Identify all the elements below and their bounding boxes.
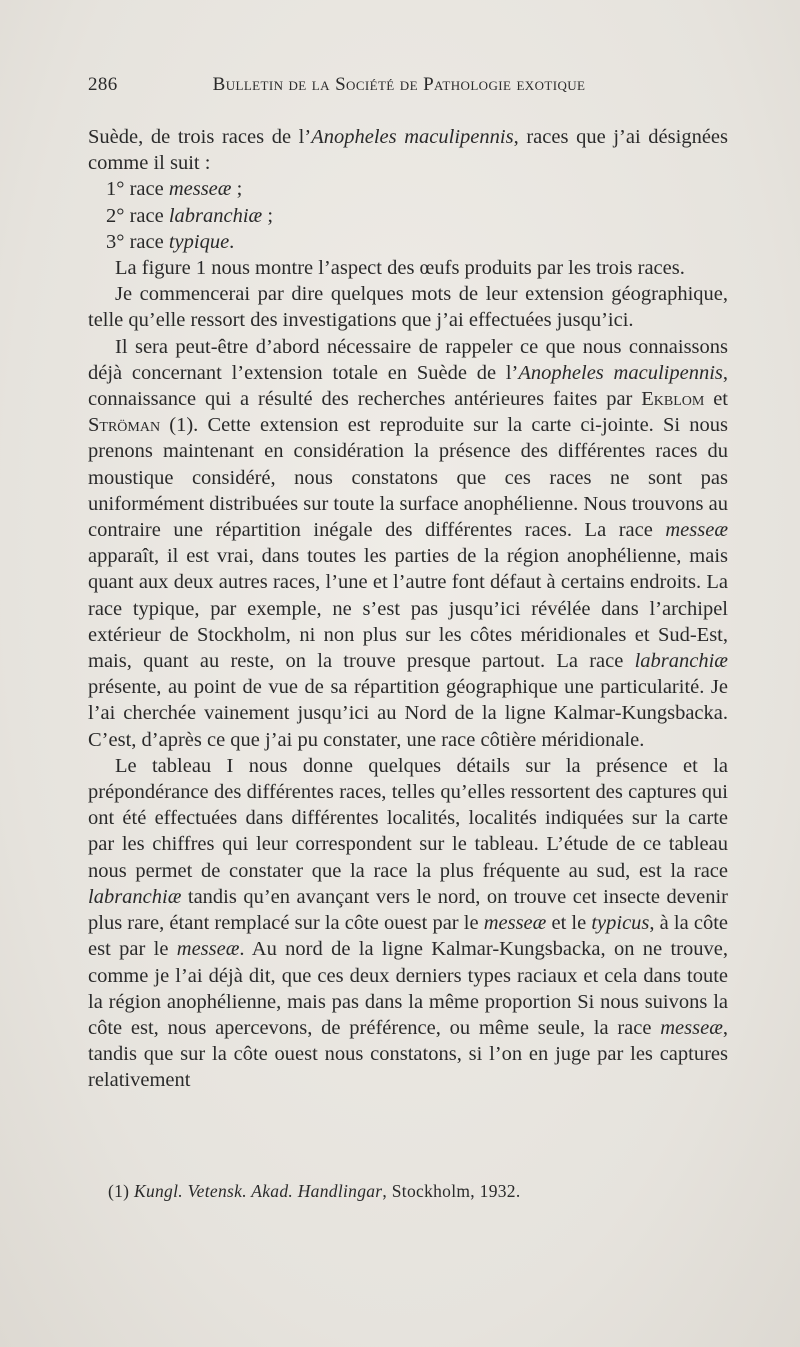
text-span: ; [262, 204, 274, 227]
list-item [88, 203, 728, 229]
running-title: Bulletin de la Société de Pathologie exotique [212, 74, 586, 95]
race-name: messeæ [176, 938, 240, 961]
race-name: messeæ [665, 519, 728, 542]
race-name: messeæ [483, 912, 547, 935]
author-name: Ekblom [641, 388, 705, 411]
paragraph-3: Je commencerai par dire quelques mots de leur extension géographique, telle qu’elle ressort des investigations que j’ai effectuées jusqu’ici. [88, 283, 728, 332]
text-span: présente, au point de vue de sa répartition géographique une particularité. Je l’ai cherchée vainement jusqu’ici au Nord de la ligne Kalmar-Kungsbacka. C’est, d’après ce que j’ai pu constater, une race côtière méridionale. [88, 676, 728, 751]
race-name: typique [168, 230, 230, 253]
text-span: et le [546, 912, 592, 935]
footnote-text: , Stockholm, 1932. [382, 1181, 521, 1201]
text-span: , tandis que sur la côte ouest nous constatons, si l’on en juge par les captures relativement [88, 1016, 728, 1092]
paragraph-2: La figure 1 nous montre l’aspect des œufs produits par les trois races. [115, 257, 685, 280]
list-item [88, 229, 728, 255]
paragraph-1 [88, 124, 728, 176]
body-text [88, 124, 728, 1094]
author-name: Ströman [88, 414, 161, 437]
text-span: Le tableau I nous donne quelques détails sur la présence et la prépondérance des différentes races, telles qu’elles ressortent des captures qui ont été effectuées dans différentes localités, localités indiquées sur la carte par les chiffres qui leur correspondent sur le tableau. L’étude de ce tableau nous permet de constater que la race la plus fréquente au sud, est la race [88, 754, 728, 882]
text-span: , races que j’ai désignées comme il suit : [88, 126, 728, 175]
page-number: 286 [88, 74, 118, 95]
species-name: Anopheles maculipennis [311, 126, 514, 148]
race-name: messeæ [660, 1016, 723, 1039]
species-name: Anopheles maculipennis [518, 361, 723, 384]
list-number: 3° race [106, 230, 169, 253]
race-name: labranchiæ [634, 650, 728, 673]
paragraph-4 [88, 334, 728, 753]
text-span: tandis qu’en avançant vers le nord, on trouve cet insecte devenir plus rare, étant remplacé sur la côte ouest par le [88, 885, 728, 935]
text-span: apparaît, il est vrai, dans toutes les parties de la région anophélienne, mais quant aux deux autres races, l’une et l’autre font défaut à certains endroits. La race typique, par exemple, ne s’est pas jusqu’ici révélée dans l’archipel extérieur de Stockholm, ni non plus sur les côtes méridionales et Sud-Est, mais, quant au reste, on la trouve presque partout. La race [88, 545, 728, 673]
race-name: messeæ [168, 178, 232, 201]
footnote-number: (1) [108, 1181, 134, 1201]
text-span: (1). Cette extension est reproduite sur la carte ci-jointe. Si nous prenons maintenant en considération la présence des différentes races du moustique considéré, nous constatons que ces races ne sont pas uniformément distribuées sur toute la surface anophélienne. Nous trouvons au contraire une répartition inégale des différentes races. La race [88, 414, 728, 542]
text-span: ; [231, 178, 243, 201]
text-span: , à la côte est par le [88, 912, 728, 961]
race-name: labranchiæ [168, 204, 263, 227]
list-number: 1° race [106, 178, 169, 201]
list-number: 2° race [106, 204, 169, 227]
text-span: Il sera peut-être d’abord nécessaire de rappeler ce que nous connaissons déjà concernant l’extension totale en Suède de l’ [88, 335, 728, 384]
text-span: . Au nord de la ligne Kalmar-Kungsbacka, on ne trouve, comme je l’ai déjà dit, que ces deux derniers types raciaux et cela dans toute la région anophélienne, mais pas dans la même proportion Si nous suivons la côte est, nous apercevons, de préférence, ou même seule, la race [88, 938, 728, 1039]
footnote-title: Kungl. Vetensk. Akad. Handlingar [133, 1181, 383, 1201]
text-span: et [704, 388, 728, 411]
footnote [108, 1181, 710, 1202]
text-span: Suède, de trois races de l’ [88, 126, 312, 148]
list-item [88, 176, 728, 202]
text-span: . [229, 230, 235, 253]
text-span: , connaissance qui a résulté des recherches antérieures faites par [88, 361, 728, 411]
race-name: labranchiæ [88, 885, 182, 908]
race-list [88, 176, 728, 255]
paragraph-5 [88, 753, 728, 1094]
race-name: typicus [591, 912, 650, 935]
